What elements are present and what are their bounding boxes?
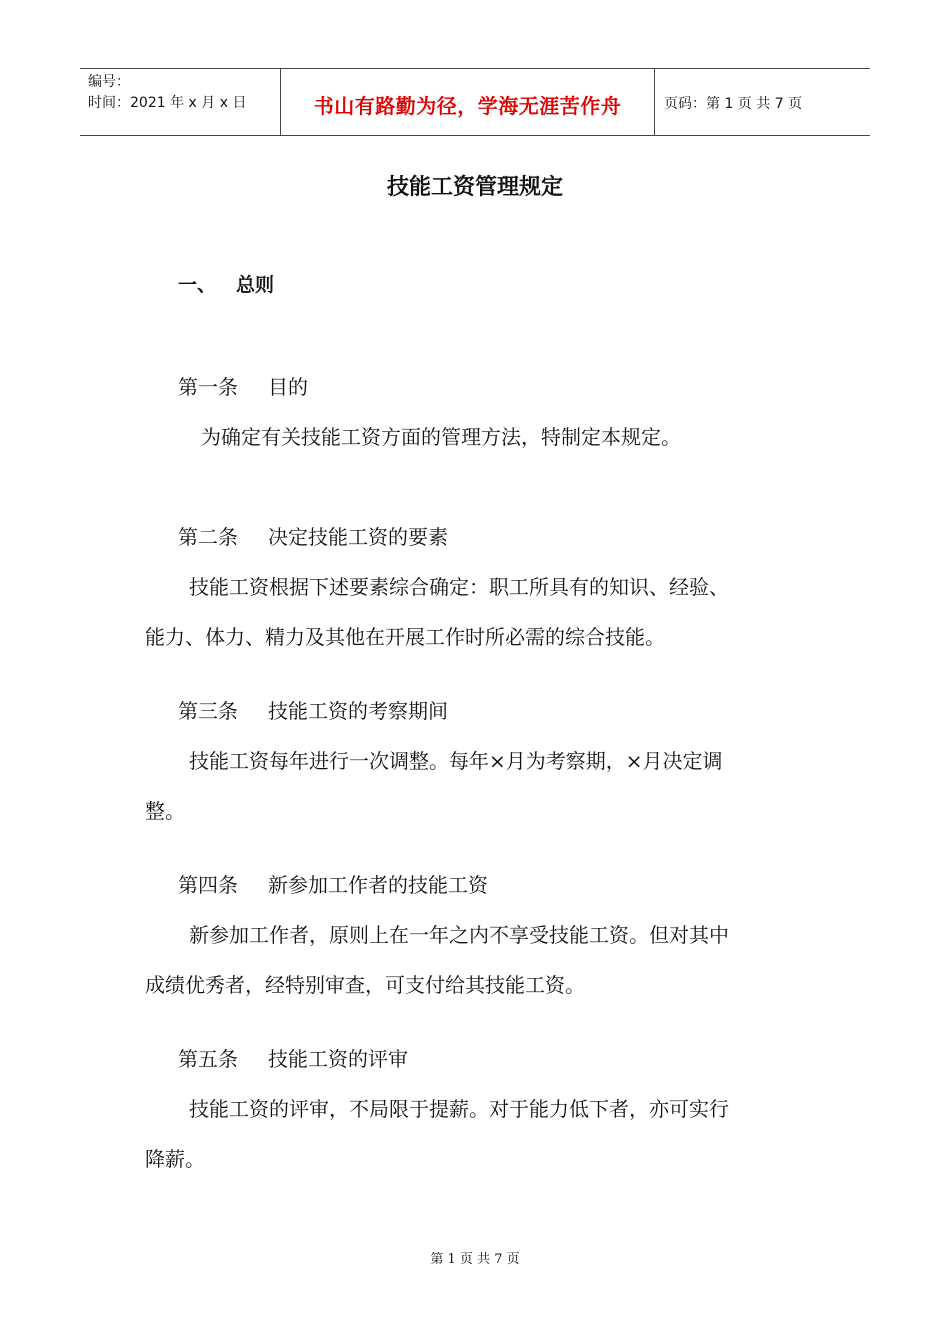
header-meta-cell (80, 69, 281, 135)
section-heading (178, 270, 274, 297)
article-4-heading (178, 869, 488, 898)
section-label: 总则 (236, 274, 275, 296)
article-title: 技能工资的评审 (268, 1047, 408, 1071)
article-1-body-line-1: 为确定有关技能工资方面的管理方法，特制定本规定。 (201, 425, 681, 449)
article-number: 第一条 (178, 375, 238, 399)
article-4-body-line-1: 新参加工作者，原则上在一年之内不享受技能工资。但对其中 (189, 923, 729, 947)
article-2-body-line-2: 能力、体力、精力及其他在开展工作时所必需的综合技能。 (145, 625, 665, 649)
article-title: 新参加工作者的技能工资 (268, 873, 488, 897)
header-motto-cell (281, 69, 655, 135)
motto-text: 书山有路勤为径，学海无涯苦作舟 (313, 93, 622, 118)
article-2-heading (178, 521, 448, 550)
page-footer: 第 1 页 共 7 页 (430, 1252, 520, 1267)
page-info: 页码：第 1 页 共 7 页 (664, 96, 803, 112)
article-title: 目的 (268, 375, 308, 399)
date-text: 时间：2021 年 x 月 x 日 (88, 95, 247, 111)
article-5-heading (178, 1043, 408, 1072)
article-5-body-line-2: 降薪。 (145, 1147, 205, 1171)
document-title: 技能工资管理规定 (386, 175, 563, 200)
article-number: 第三条 (178, 699, 238, 723)
article-5-body-line-1: 技能工资的评审，不局限于提薪。对于能力低下者，亦可实行 (189, 1097, 729, 1121)
article-3-body-line-1: 技能工资每年进行一次调整。每年×月为考察期，×月决定调 (189, 749, 723, 773)
header-page-cell (655, 70, 870, 136)
article-number: 第二条 (178, 525, 238, 549)
article-title: 决定技能工资的要素 (268, 525, 448, 549)
article-2-body-line-1: 技能工资根据下述要素综合确定：职工所具有的知识、经验、 (189, 575, 729, 599)
article-number: 第五条 (178, 1047, 238, 1071)
article-title: 技能工资的考察期间 (268, 699, 448, 723)
article-number: 第四条 (178, 873, 238, 897)
article-1-heading (178, 371, 308, 400)
number-label: 编号： (88, 74, 130, 90)
article-3-body-line-2: 整。 (145, 799, 185, 823)
article-4-body-line-2: 成绩优秀者，经特别审查，可支付给其技能工资。 (145, 973, 585, 997)
article-3-heading (178, 695, 448, 724)
section-number: 一、 (178, 274, 217, 296)
document-header-table (80, 68, 870, 136)
